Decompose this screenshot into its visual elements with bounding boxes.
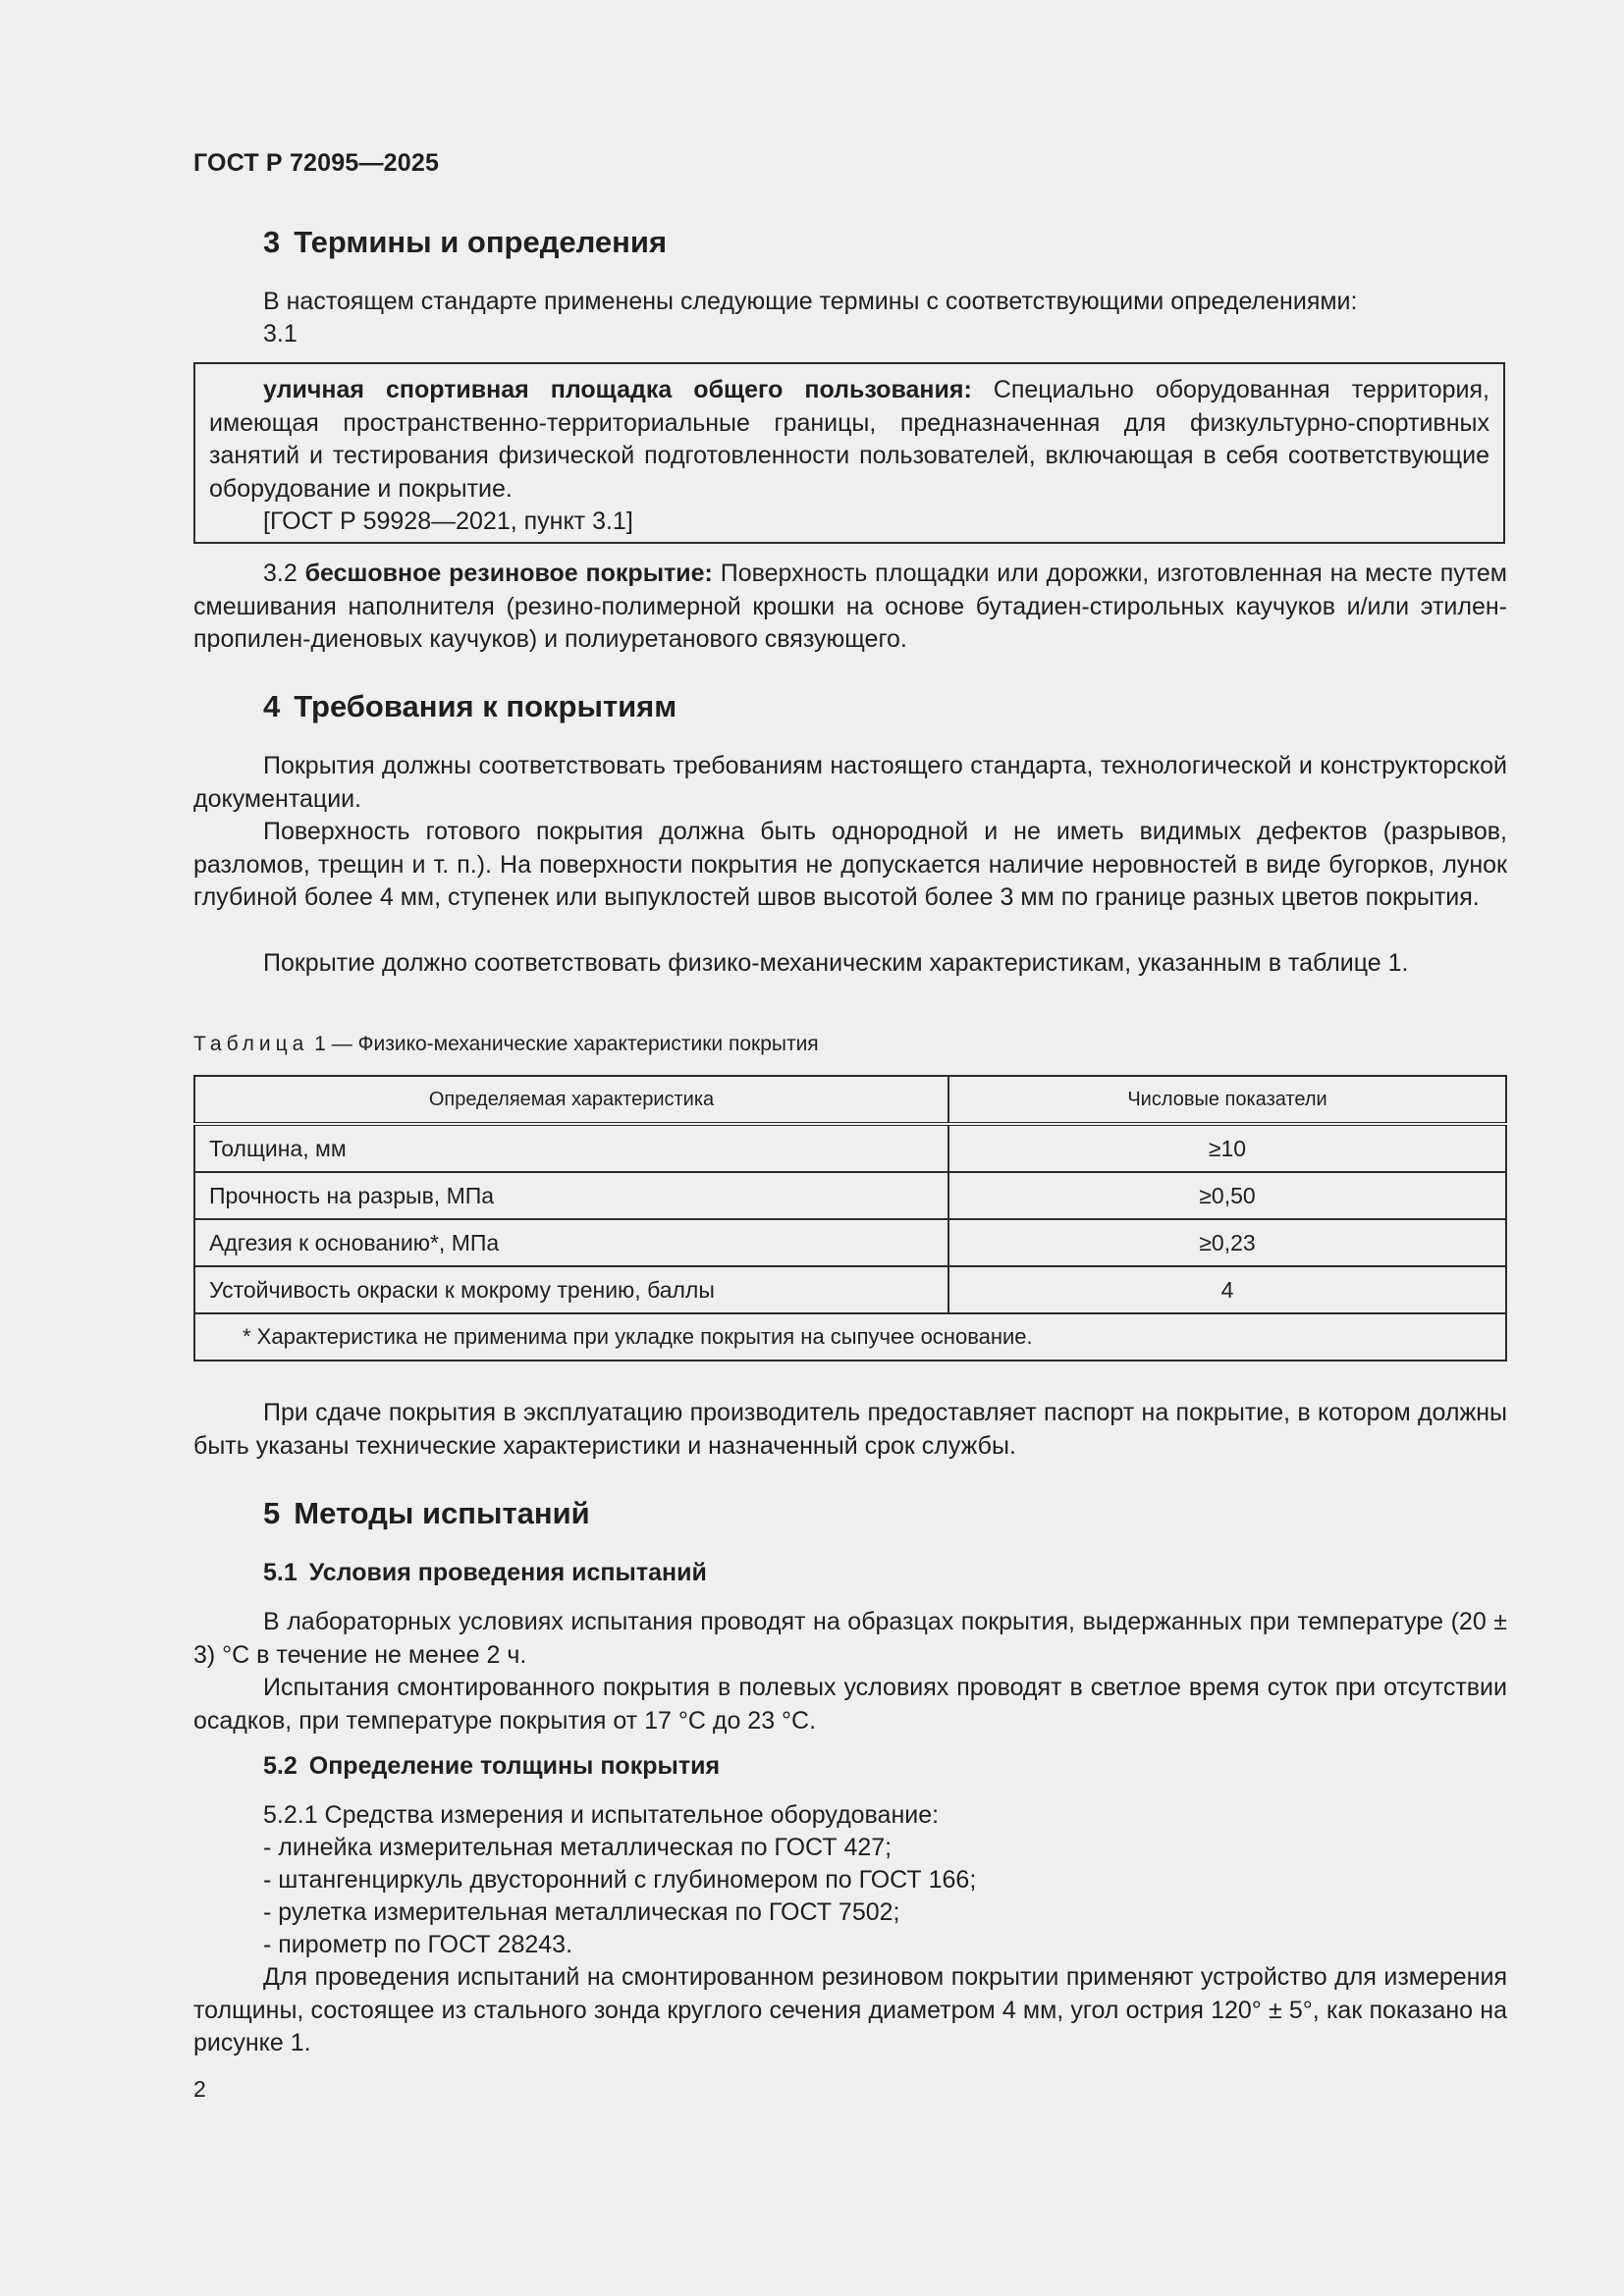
- section-number: 5: [263, 1496, 281, 1530]
- section-4-heading: [263, 689, 677, 724]
- term-3-1-box: [193, 362, 1505, 544]
- subsection-5-1-paragraph-2: Испытания смонтированного покрытия в полевых условиях проводят в светлое время суток при отсутствии осадков, при температуре покрытия от 17 °С до 23 °С.: [193, 1674, 1507, 1735]
- list-item: - линейка измерительная металлическая по ГОСТ 427;: [263, 1834, 893, 1861]
- table-cell: Толщина, мм: [194, 1124, 948, 1172]
- term-3-1: уличная спортивная площадка общего пользования:: [263, 376, 972, 403]
- reference-3-1: [ГОСТ Р 59928—2021, пункт 3.1]: [263, 507, 633, 535]
- definition-3-2: Поверхность площадки или дорожки, изготовленная на месте путем смешивания наполнителя (резино-полимерной крошки на основе бутадиен-стирольных каучуков и/или этилен-пропилен-диеновых каучуков) и полиуретанового связующего.: [193, 560, 1507, 653]
- list-item: - штангенциркуль двусторонний с глубиномером по ГОСТ 166;: [263, 1866, 977, 1894]
- section-4-paragraph-3: Покрытие должно соответствовать физико-механическим характеристикам, указанным в таблице 1.: [263, 949, 1409, 977]
- table-row: [194, 1219, 1506, 1266]
- section-number: 4: [263, 689, 281, 723]
- table-cell: Устойчивость окраски к мокрому трению, баллы: [194, 1266, 948, 1313]
- subsection-5-2-heading: [263, 1752, 720, 1781]
- subsection-number: 5.2: [263, 1752, 298, 1780]
- table-row: [194, 1124, 1506, 1172]
- table-cell: ≥10: [948, 1124, 1506, 1172]
- item-3-1-number: 3.1: [263, 320, 298, 347]
- section-title: Методы испытаний: [294, 1496, 590, 1530]
- table-caption-title: 1 — Физико-механические характеристики покрытия: [308, 1033, 819, 1055]
- doc-code: ГОСТ Р 72095—2025: [193, 149, 440, 177]
- table-cell: Прочность на разрыв, МПа: [194, 1172, 948, 1219]
- table-row: [194, 1266, 1506, 1313]
- section-4-paragraph-1: Покрытия должны соответствовать требованиям настоящего стандарта, технологической и конструкторской документации.: [193, 752, 1507, 813]
- table-cell: ≥0,23: [948, 1219, 1506, 1266]
- subsection-5-1-heading: [263, 1559, 707, 1587]
- section-title: Термины и определения: [294, 225, 668, 259]
- subsection-5-2-paragraph: Для проведения испытаний на смонтированном резиновом покрытии применяют устройство для измерения толщины, состоящее из стального зонда круглого сечения диаметром 4 мм, угол острия 120° ± 5°, как показано на рисунке 1.: [193, 1963, 1507, 2056]
- list-item: - рулетка измерительная металлическая по ГОСТ 7502;: [263, 1898, 900, 1926]
- definition-3-1: Специально оборудованная территория, имеющая пространственно-территориальные границы, предназначенная для физкультурно-спортивных занятий и тестирования физической подготовленности пользователей, включающая в себя соответствующие оборудование и покрытие.: [209, 376, 1489, 503]
- term-3-2: бесшовное резиновое покрытие:: [304, 560, 713, 587]
- table-note-row: [194, 1313, 1506, 1361]
- table-caption: [193, 1033, 819, 1056]
- section-3-heading: [263, 225, 667, 260]
- section-number: 3: [263, 225, 281, 259]
- table-cell: Адгезия к основанию*, МПа: [194, 1219, 948, 1266]
- item-3-2-number: 3.2: [263, 560, 305, 587]
- subsection-title: Определение толщины покрытия: [308, 1752, 721, 1780]
- clause-5-2-1: 5.2.1 Средства измерения и испытательное оборудование:: [263, 1801, 940, 1829]
- table-cell: ≥0,50: [948, 1172, 1506, 1219]
- table-caption-word: Таблица: [193, 1033, 309, 1055]
- table-note: * Характеристика не применима при укладке покрытия на сыпучее основание.: [194, 1313, 1506, 1361]
- table-header-cell: Определяемая характеристика: [194, 1076, 948, 1124]
- section-4-paragraph-2: Поверхность готового покрытия должна быть однородной и не иметь видимых дефектов (разрывов, разломов, трещин и т. п.). На поверхности покрытия не допускается наличие неровностей в виде бугорков, лунок глубиной более 4 мм, ступенек или выпуклостей швов высотой более 3 мм по границе разных цветов покрытия.: [193, 818, 1507, 911]
- term-3-2-paragraph: [193, 558, 1507, 657]
- section-5-heading: [263, 1496, 590, 1531]
- section-4-paragraph-4: При сдаче покрытия в эксплуатацию производитель предоставляет паспорт на покрытие, в котором должны быть указаны технические характеристики и назначенный срок службы.: [193, 1399, 1507, 1460]
- table-header-cell: Числовые показатели: [948, 1076, 1506, 1124]
- table-header-row: [194, 1076, 1506, 1124]
- table-cell: 4: [948, 1266, 1506, 1313]
- section-title: Требования к покрытиям: [294, 689, 677, 723]
- subsection-5-1-paragraph-1: В лабораторных условиях испытания проводят на образцах покрытия, выдержанных при температуре (20 ± 3) °С в течение не менее 2 ч.: [193, 1608, 1507, 1669]
- term-3-1-text: [209, 374, 1489, 506]
- list-item: - пирометр по ГОСТ 28243.: [263, 1931, 573, 1958]
- characteristics-table: [193, 1075, 1507, 1362]
- table-row: [194, 1172, 1506, 1219]
- page-number: 2: [193, 2076, 206, 2102]
- subsection-title: Условия проведения испытаний: [308, 1559, 707, 1586]
- subsection-number: 5.1: [263, 1559, 298, 1586]
- section-3-intro: В настоящем стандарте применены следующие термины с соответствующими определениями:: [263, 288, 1358, 315]
